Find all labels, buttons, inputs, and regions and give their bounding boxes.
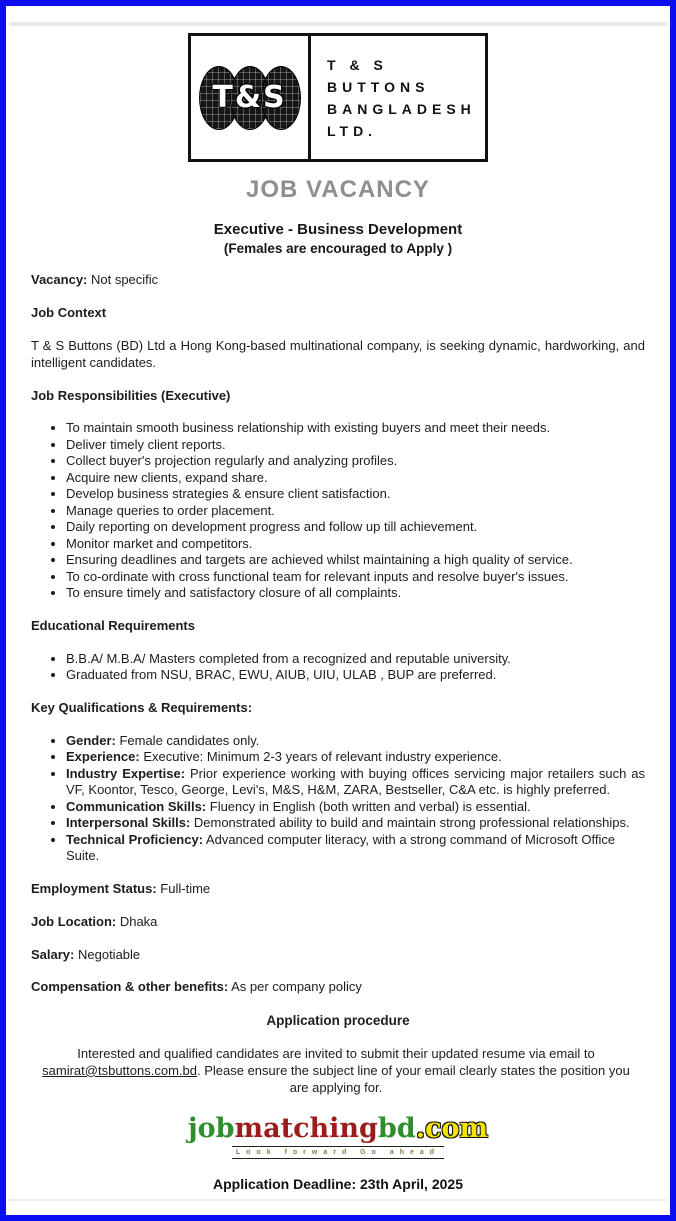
brand-part-job: job (187, 1112, 235, 1144)
qualification-text: Prior experience working with buying offices servicing major retailers such as VF, Koontor, Tesco, George, Levi's, M&S, H&M, ZARA, Bestseller, C&A etc. is highly preferred. (66, 765, 645, 798)
job-location-field (31, 914, 645, 931)
vacancy-value: Not specific (87, 272, 159, 287)
list-item (66, 832, 645, 865)
list-item: • Manage queries to order placement. (66, 503, 645, 520)
apply-note: (Females are encouraged to Apply ) (223, 241, 453, 256)
email-link[interactable]: samirat@tsbuttons.com.bd (42, 1062, 197, 1078)
list-item (66, 733, 645, 750)
qualification-text: Advanced computer literacy, with a strong command of Microsoft Office Suite. (66, 831, 616, 864)
qualification-label: Experience: (66, 749, 140, 765)
bottom-divider (9, 1199, 667, 1201)
list-item (66, 749, 645, 766)
job-vacancy-banner: JOB VACANCY (246, 176, 430, 203)
list-item: • Deliver timely client reports. (66, 437, 645, 454)
list-item: • Monitor market and competitors. (66, 536, 645, 553)
company-name-line: BUTTONS (327, 78, 430, 95)
field-label: Job Location: (31, 913, 117, 929)
responsibilities-list (31, 420, 645, 602)
qualification-text: Executive: Minimum 2-3 years of relevant industry experience. (139, 749, 502, 765)
field-value: Dhaka (116, 913, 158, 929)
document-body (6, 272, 670, 1193)
field-value: As per company policy (228, 979, 362, 995)
brand-tagline: Look forward Go ahead (232, 1146, 444, 1159)
list-item (66, 799, 645, 816)
list-item: • Ensuring deadlines and targets are achieved whilst maintaining a high quality of service. (66, 552, 645, 569)
section-heading-education: Educational Requirements (31, 617, 195, 633)
jobmatchingbd-wordmark (31, 1112, 645, 1144)
field-value: Full-time (156, 880, 211, 896)
list-item (66, 766, 645, 799)
education-list (31, 651, 645, 684)
compensation-field (31, 979, 645, 996)
field-label: Employment Status: (31, 880, 157, 896)
list-item: • To ensure timely and satisfactory closure of all complaints. (66, 585, 645, 602)
vacancy-field (31, 272, 645, 289)
brand-part-matching: matching (234, 1112, 378, 1144)
company-name (311, 36, 485, 159)
list-item: • To co-ordinate with cross functional team for relevant inputs and resolve buyer's issues. (66, 569, 645, 586)
section-heading-responsibilities: Job Responsibilities (Executive) (31, 387, 231, 403)
qualification-label: Communication Skills: (66, 798, 207, 814)
brand-part-bd: bd (377, 1112, 416, 1144)
qualification-label: Gender: (66, 732, 116, 748)
application-paragraph (31, 1046, 641, 1097)
application-deadline: Application Deadline: 23th April, 2025 (213, 1175, 463, 1192)
jobmatchingbd-logo (31, 1112, 645, 1159)
qualification-text: Female candidates only. (115, 732, 260, 748)
field-label: Compensation & other benefits: (31, 979, 229, 995)
job-context-paragraph: T & S Buttons (BD) Ltd a Hong Kong-based multinational company, is seeking dynamic, hardworking, and intelligent candidates. (31, 337, 645, 370)
list-item (66, 815, 645, 832)
qualifications-list (31, 733, 645, 865)
position-title: Executive - Business Development (213, 221, 463, 238)
company-name-line: T & S (327, 56, 388, 73)
salary-field (31, 947, 645, 964)
qualification-text: Demonstrated ability to build and maintain strong professional relationships. (190, 815, 630, 831)
list-item: • Collect buyer's projection regularly and analyzing profiles. (66, 453, 645, 470)
qualification-label: Industry Expertise: (66, 765, 186, 781)
application-text-before: Interested and qualified candidates are invited to submit their updated resume via email to (77, 1045, 595, 1061)
vacancy-label: Vacancy: (31, 272, 88, 287)
list-item: • B.B.A/ M.B.A/ Masters completed from a recognized and reputable university. (66, 651, 645, 668)
list-item: • Develop business strategies & ensure client satisfaction. (66, 486, 645, 503)
application-procedure-heading: Application procedure (266, 1013, 410, 1029)
company-logo-mark (191, 36, 311, 159)
qualification-label: Technical Proficiency: (66, 831, 204, 847)
qualification-label: Interpersonal Skills: (66, 815, 191, 831)
employment-status-field (31, 881, 645, 898)
list-item: • Acquire new clients, expand share. (66, 470, 645, 487)
list-item: • Daily reporting on development progress and follow up till achievement. (66, 519, 645, 536)
brand-part-com: .com (415, 1112, 489, 1144)
application-text-after: . Please ensure the subject line of your email clearly states the position you are applying for. (196, 1062, 630, 1095)
section-heading-qualifications: Key Qualifications & Requirements: (31, 699, 253, 715)
top-divider (9, 22, 667, 26)
field-label: Salary: (31, 946, 75, 962)
list-item: • Graduated from NSU, BRAC, EWU, AIUB, UIU, ULAB , BUP are preferred. (66, 667, 645, 684)
company-name-line: LTD. (327, 122, 378, 139)
logo-mark-text: T&S (212, 80, 287, 115)
section-heading-job-context: Job Context (31, 304, 107, 320)
company-logo-box (188, 33, 488, 162)
globes-icon (199, 66, 301, 130)
company-name-line: BANGLADESH (327, 100, 476, 117)
field-value: Negotiable (74, 946, 141, 962)
qualification-text: Fluency in English (both written and verbal) is essential. (206, 798, 531, 814)
list-item: • To maintain smooth business relationship with existing buyers and meet their needs. (66, 420, 645, 437)
